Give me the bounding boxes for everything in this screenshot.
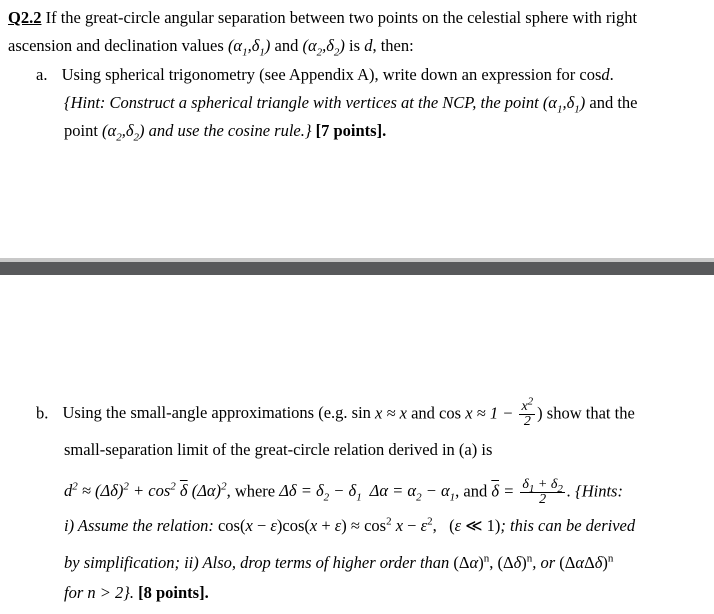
part-a-points: [7 points]. (311, 121, 387, 140)
part-a-hint-line1 (64, 93, 638, 116)
math-higher-order-cross: $(\Delta\alpha\Delta\delta)^n$ (559, 552, 614, 572)
question-stem-line1: If the great-circle angular separation between two points on the celestial sphere with right (45, 8, 638, 27)
math-fraction-mean: $\frac{\delta_1 + \delta_2}{2}$ (522, 477, 563, 507)
hint-text: and use the cosine rule.} (144, 121, 312, 140)
hint-text: and the (585, 93, 638, 112)
part-b-text: Using the small-angle approximations (e.g. sin (62, 403, 371, 423)
math-fraction-x2-2: $\frac{x^2}{2}$ (521, 395, 534, 429)
part-b-line6 (64, 583, 209, 603)
hint-text: ; this can be derived (500, 516, 636, 535)
math-point2: $(\alpha_2,\delta_2)$ (102, 121, 145, 144)
part-b-label: b. (36, 403, 49, 423)
question-stem-line2 (8, 36, 414, 59)
hint-text: point (64, 121, 103, 140)
math-approx-sin: x ≈ x (375, 403, 407, 423)
part-a-label: a. (36, 65, 48, 84)
part-b-line4 (64, 516, 635, 536)
math-cos-identity: $\cos(x - \varepsilon)\cos(x + \varepsilon) \approx \cos^2 x - \varepsilon^2$, (ε ≪ 1) (217, 515, 501, 535)
part-a-text: Using spherical trigonometry (see Appendix A), write down an expression for cos (61, 65, 602, 84)
hint-text: for n > 2}. (64, 583, 134, 602)
math-d: d (601, 65, 610, 84)
math-higher-order-terms: $(\Delta\alpha)^n$, $(\Delta\delta)^n$ (453, 552, 533, 572)
hint-text: i) Assume the relation: (64, 516, 218, 535)
stem-text: and (270, 36, 303, 55)
part-b-line5 (64, 553, 613, 573)
part-b-text: , and (455, 481, 492, 501)
math-mean-delta: $\overline{\delta}$ = (491, 481, 519, 501)
section-divider-bar (0, 262, 714, 275)
question-heading-line (8, 8, 637, 28)
math-approx-cos: x ≈ 1 − (465, 403, 518, 423)
math-point1: $(\alpha_1,\delta_1)$ (227, 36, 271, 59)
stem-text: ascension and declination values (8, 36, 228, 55)
math-point2: $(\alpha_2,\delta_2)$ (302, 36, 345, 59)
hint-text: {Hint: Construct a spherical triangle with vertices at the NCP, the point (64, 93, 543, 112)
stem-text: , then: (372, 36, 414, 55)
math-deltas: $\Delta\delta = \delta_2 - \delta_1$ $\Delta\alpha = \alpha_2 - \alpha_1$ (279, 481, 456, 504)
part-a-line1: a. Using spherical trigonometry (see Appendix A), write down an expression for cosd. (36, 65, 614, 84)
part-b-text: , where (226, 481, 280, 501)
question-number: Q2.2 (8, 8, 42, 27)
part-b-text: show that the (542, 403, 635, 423)
part-a-hint-line2 (64, 121, 387, 144)
hint-text: , or (532, 553, 560, 572)
part-b-points: [8 points]. (134, 583, 209, 602)
part-b-line2: small-separation limit of the great-circle relation derived in (a) is (64, 440, 493, 459)
stem-text: is (344, 36, 365, 55)
math-point1: $(\alpha_1,\delta_1)$ (542, 93, 586, 116)
hint-text: by simplification; ii) Also, drop terms of higher order than (64, 553, 454, 572)
part-b-text: and cos (406, 403, 462, 423)
math-d: d (364, 36, 373, 55)
part-b-line3 (64, 478, 623, 507)
math-main-relation: $d^2 \approx (\Delta\delta)^2 + \cos^2 \overline{\delta}$ $(\Delta\alpha)^2$ (64, 480, 227, 501)
part-b-hint-start: . {Hints: (566, 481, 623, 501)
part-b-line1: b. Using the small-angle approximations (e.g. sin x ≈ x and cos x ≈ 1 − $\frac{x^2}{2}$ ) show that the (36, 395, 635, 429)
